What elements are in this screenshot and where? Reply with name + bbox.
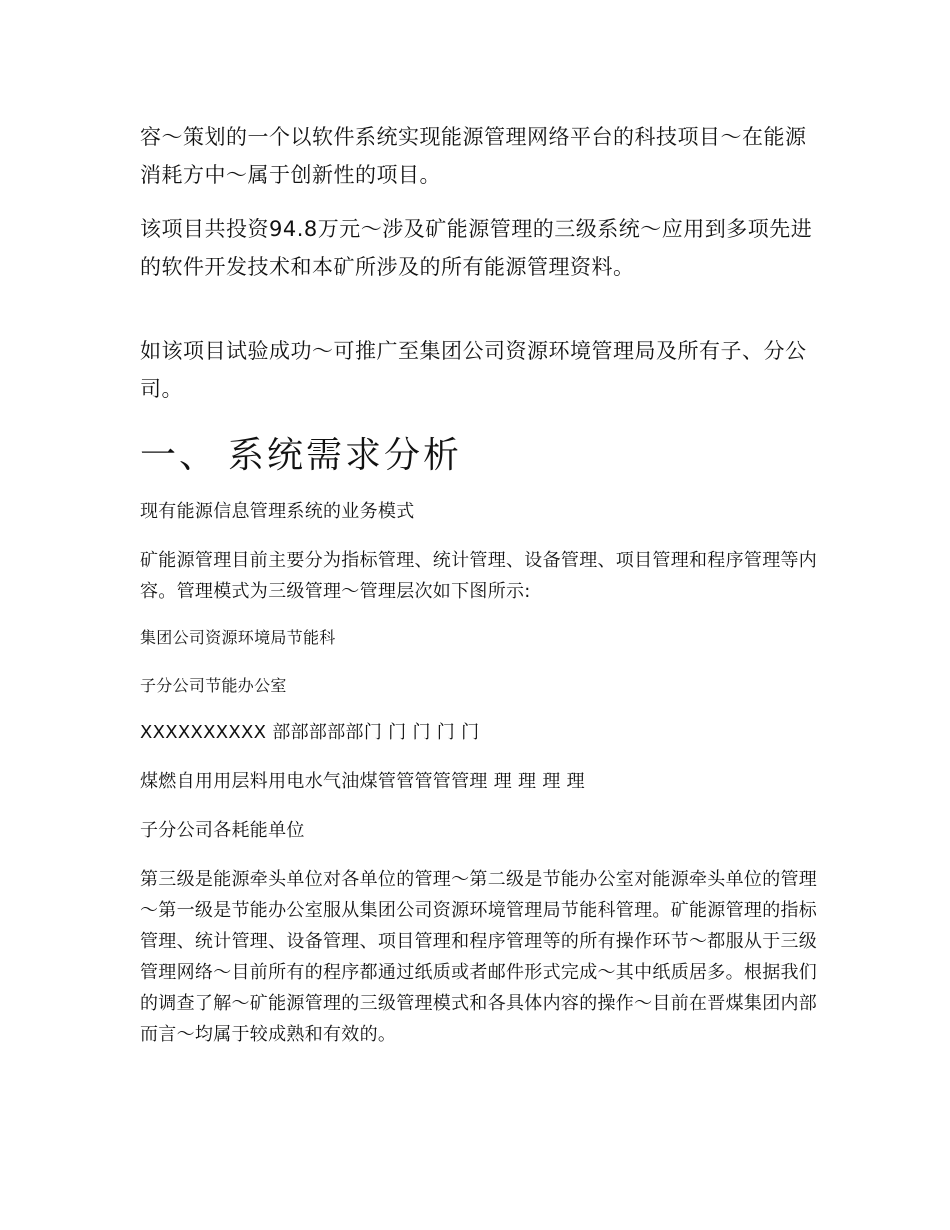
diagram-line-2: 子分公司节能办公室 <box>140 676 287 695</box>
section-heading <box>140 432 820 480</box>
diagram-line-3: XXXXXXXXXX 部部部部部门 门 门 门 门 <box>140 722 480 743</box>
diagram-line-1: 集团公司资源环境局节能科 <box>140 628 336 647</box>
section-title: 系统需求分析 <box>228 435 463 476</box>
document-content <box>140 118 820 1050</box>
subheading: 现有能源信息管理系统的业务模式 <box>140 501 415 522</box>
conclusion-paragraph: 第三级是能源牵头单位对各单位的管理～第二级是节能办公室对能源牵头单位的管理～第一级是节能办公室服从集团公司资源环境管理局节能科管理。矿能源管理的指标管理、统计管理、设备管理、项目管理和程序管理等的所有操作环节～都服从于三级管理网络～目前所有的程序都通过纸质或者邮件形式完成～其中纸质居多。根据我们的调查了解～矿能源管理的三级管理模式和各具体内容的操作～目前在晋煤集团内部而言～均属于较成熟和有效的。 <box>140 869 818 1045</box>
diagram-line-5: 子分公司各耗能单位 <box>140 820 305 841</box>
intro-paragraph-1: 容～策划的一个以软件系统实现能源管理网络平台的科技项目～在能源消耗方中～属于创新性的项目。 <box>140 125 807 187</box>
section-number: 一、 <box>140 435 219 476</box>
overview-paragraph: 矿能源管理目前主要分为指标管理、统计管理、设备管理、项目管理和程序管理等内容。管理模式为三级管理～管理层次如下图所示: <box>140 550 818 602</box>
intro-paragraph-3: 如该项目试验成功～可推广至集团公司资源环境管理局及所有子、分公司。 <box>140 339 807 401</box>
diagram-line-4: 煤燃自用用层料用电水气油煤管管管管管理 理 理 理 理 <box>140 771 585 792</box>
intro-paragraph-2: 该项目共投资94.8万元～涉及矿能源管理的三级系统～应用到多项先进的软件开发技术和本矿所涉及的所有能源管理资料。 <box>140 217 813 279</box>
